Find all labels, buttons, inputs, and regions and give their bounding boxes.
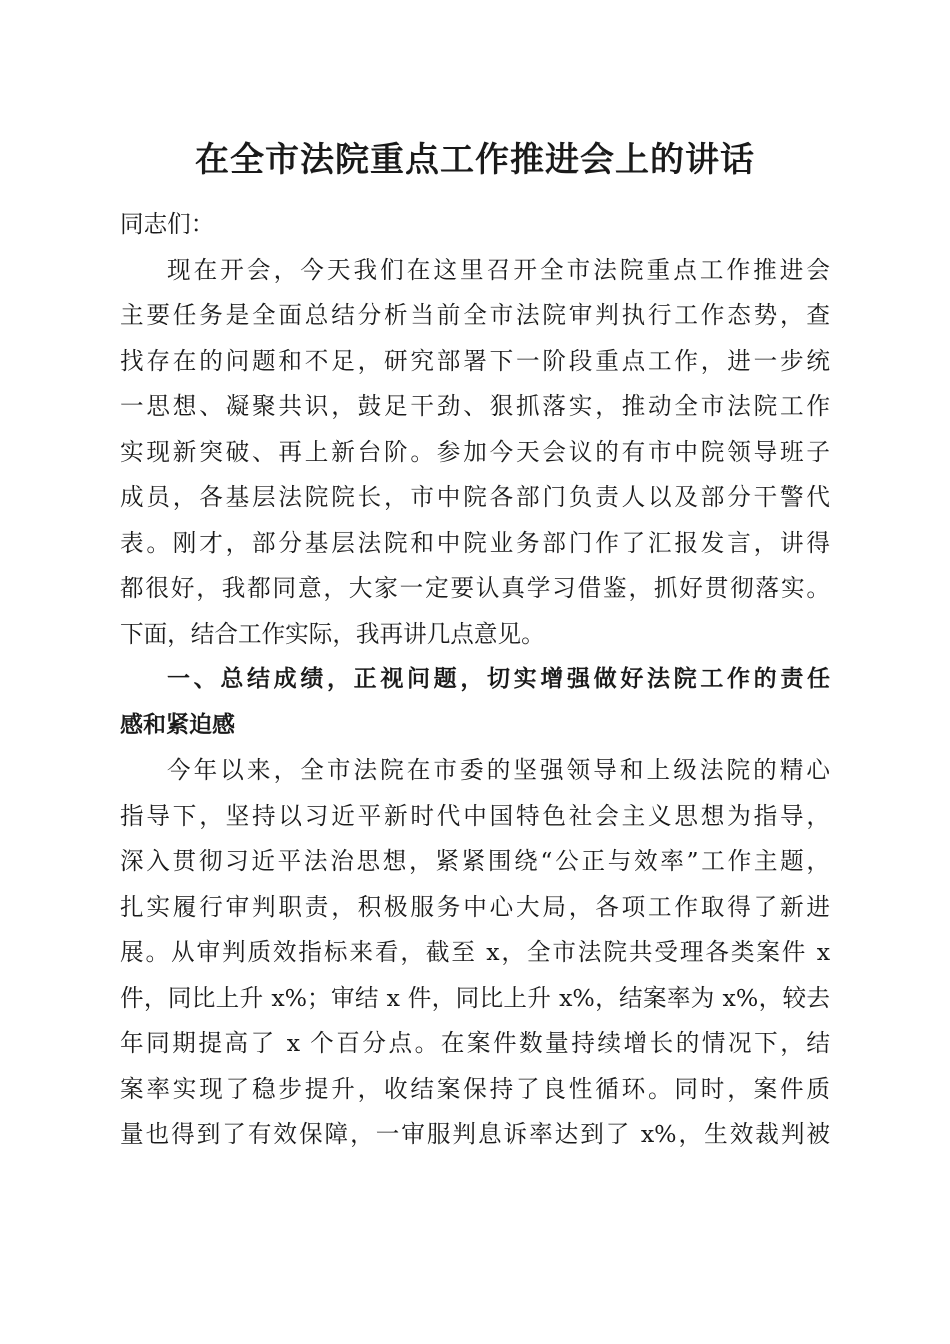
salutation: 同志们： [120, 210, 215, 238]
document-title: 在全市法院重点工作推进会上的讲话 [195, 140, 755, 180]
heading-line: 一、总结成绩，正视问题，切实增强做好法院工作的责任 [167, 666, 830, 692]
section-heading-1 [120, 657, 830, 748]
text-line: 扎实履行审判职责，积极服务中心大局，各项工作取得了新进 [120, 892, 830, 921]
text-line: 成员，各基层法院院长，市中院各部门负责人以及部分干警代 [120, 483, 830, 511]
text-line: 深入贯彻习近平法治思想，紧紧围绕“公正与效率”工作主题， [120, 847, 830, 875]
paragraph-opening [120, 248, 830, 658]
text-line: 下面，结合工作实际，我再讲几点意见。 [120, 619, 545, 648]
text-line: 展。从审判质效指标来看，截至 x，全市法院共受理各类案件 x [120, 938, 830, 966]
text-line: 实现新突破、再上新台阶。参加今天会议的有市中院领导班子 [120, 437, 830, 466]
text-line: 都很好，我都同意，大家一定要认真学习借鉴，抓好贯彻落实。 [120, 574, 830, 602]
text-line: 件，同比上升 x%；审结 x 件，同比上升 x%，结案率为 x%，较去 [120, 983, 830, 1012]
text-line: 主要任务是全面总结分析当前全市法院审判执行工作态势，查 [120, 301, 830, 329]
text-line: 一思想、凝聚共识，鼓足干劲、狠抓落实，推动全市法院工作 [120, 392, 830, 420]
text-line: 量也得到了有效保障，一审服判息诉率达到了 x%，生效裁判被 [120, 1120, 830, 1148]
document-body [120, 202, 830, 1158]
heading-line: 感和紧迫感 [120, 711, 235, 738]
text-line: 今年以来，全市法院在市委的坚强领导和上级法院的精心 [167, 756, 830, 784]
text-line: 指导下，坚持以习近平新时代中国特色社会主义思想为指导， [120, 801, 830, 830]
paragraph-achievements [120, 748, 830, 1158]
text-line: 案率实现了稳步提升，收结案保持了良性循环。同时，案件质 [120, 1074, 830, 1103]
text-line: 现在开会，今天我们在这里召开全市法院重点工作推进会 [167, 255, 830, 284]
text-line: 找存在的问题和不足，研究部署下一阶段重点工作，进一步统 [120, 346, 830, 375]
text-line: 表。刚才，部分基层法院和中院业务部门作了汇报发言，讲得 [120, 528, 830, 557]
text-line: 年同期提高了 x 个百分点。在案件数量持续增长的情况下，结 [120, 1029, 830, 1057]
